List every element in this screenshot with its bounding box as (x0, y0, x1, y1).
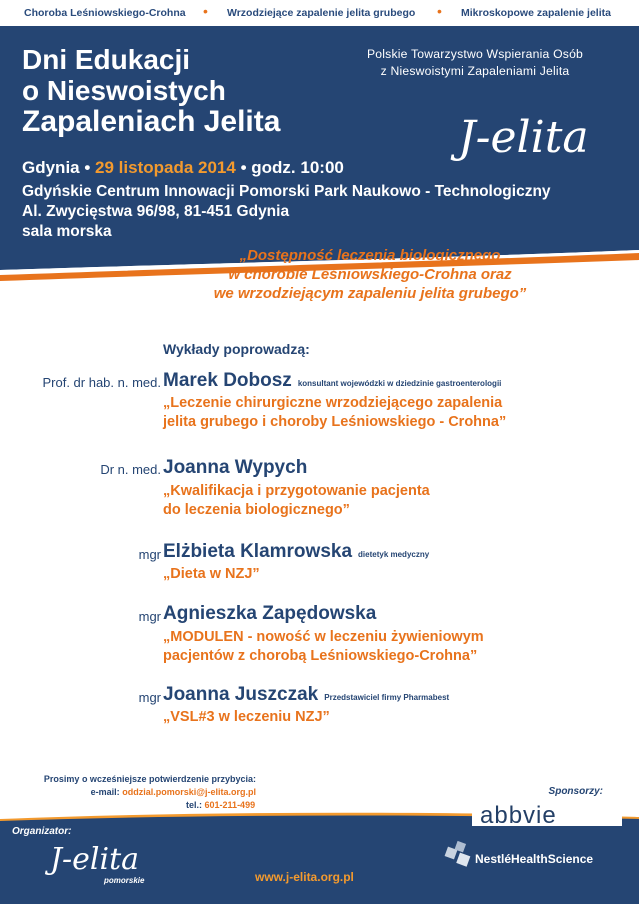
speaker-title: mgr (138, 609, 161, 624)
theme-line-2: w chorobie Leśniowskiego-Crohna oraz (228, 266, 512, 283)
logo-text: J-elita (458, 112, 589, 163)
speaker-name (163, 603, 376, 625)
j-elita-logo (458, 112, 589, 163)
topic-line: do leczenia biologicznego” (163, 502, 350, 518)
speaker-title: mgr (138, 690, 161, 705)
speaker-name (163, 684, 449, 706)
abbvie-logo: abbvie (480, 802, 557, 829)
venue-line-2: Al. Zwycięstwa 96/98, 81-451 Gdynia (22, 203, 290, 220)
nestle-logo: NestléHealthScience (475, 852, 594, 866)
topic-line: jelita grubego i choroby Leśniowskiego - Crohna” (163, 414, 507, 430)
society-line-2: z Nieswoistymi Zapaleniami Jelita (380, 64, 570, 78)
lecture-topic (163, 482, 430, 520)
tel-label: tel.: (186, 800, 203, 810)
speaker-title: mgr (138, 547, 161, 562)
email-link[interactable]: oddzial.pomorski@j-elita.org.pl (122, 787, 256, 797)
theme-line-1: „Dostępność leczenia biologicznego (239, 247, 501, 264)
lecture-topic (163, 565, 260, 584)
topic-line: „Dieta w NZJ” (163, 566, 260, 582)
speaker-name (163, 541, 429, 563)
topic-line: pacjentów z chorobą Leśniowskiego-Crohna” (163, 648, 478, 664)
topic-tag-microscopic: Mikroskopowe zapalenie jelita (461, 7, 611, 19)
header-panel (0, 26, 639, 248)
confirmation-email (91, 787, 256, 797)
speaker-note: Przedstawiciel firmy Pharmabest (324, 693, 450, 702)
topic-tag-colitis: Wrzodziejące zapalenie jelita grubego (227, 7, 416, 19)
event-date: 29 listopada 2014 (95, 158, 236, 177)
sponsors-label: Sponsorzy: (548, 786, 603, 797)
speaker-name-text: Elżbieta Klamrowska (163, 541, 353, 562)
title-line-1: Dni Edukacji (22, 44, 191, 75)
confirmation-text: Prosimy o wcześniejsze potwierdzenie przybycia: (43, 774, 256, 784)
venue-line-3: sala morska (22, 223, 112, 240)
confirmation-phone (186, 800, 255, 810)
venue-line-1: Gdyńskie Centrum Innowacji Pomorski Park Naukowo - Technologiczny (22, 183, 551, 200)
speaker-name (163, 457, 307, 479)
event-dateline: Gdynia • 29 listopada 2014 • godz. 10:00 (22, 158, 344, 177)
theme-line-3: we wrzodziejącym zapaleniu jelita grubego” (213, 285, 527, 302)
speaker-name-text: Agnieszka Zapędowska (163, 603, 377, 624)
conference-theme (180, 246, 560, 303)
topic-tag-crohn: Choroba Leśniowskiego-Crohna (24, 7, 186, 19)
email-label: e-mail: (90, 787, 120, 797)
organizer-sub: pomorskie (104, 876, 145, 885)
event-venue (22, 182, 551, 242)
topic-line: „MODULEN - nowość w leczeniu żywieniowym (163, 629, 484, 645)
organizer-logo: J-elita (50, 842, 140, 877)
website-link[interactable]: www.j-elita.org.pl (255, 870, 354, 884)
speaker-note: konsultant wojewódzki w dziedzinie gastroenterologii (297, 379, 502, 388)
society-line-1: Polskie Towarzystwo Wspierania Osób (366, 47, 584, 61)
title-line-3: Zapaleniach Jelita (22, 105, 281, 138)
lecture-topic (163, 628, 484, 666)
speaker-title: Prof. dr hab. n. med. (42, 375, 161, 390)
lecture-topic (163, 394, 506, 432)
title-line-2: o Nieswoistych (22, 75, 226, 106)
bullet-dot: • (437, 3, 442, 19)
topic-line: „Leczenie chirurgiczne wrzodziejącego zapalenia (163, 395, 503, 411)
nestle-cube-icon (442, 838, 474, 870)
speaker-title: Dr n. med. (100, 462, 161, 477)
event-city: Gdynia (22, 158, 80, 177)
society-name (330, 46, 620, 80)
event-time: godz. 10:00 (251, 158, 344, 177)
bullet-dot: • (203, 3, 208, 19)
speaker-name-text: Joanna Juszczak (163, 684, 319, 705)
event-title (22, 44, 280, 137)
speaker-name-text: Marek Dobosz (163, 370, 292, 391)
tel-value: 601-211-499 (204, 800, 256, 810)
lectures-heading: Wykłady poprowadzą: (163, 341, 310, 357)
topic-line: „VSL#3 w leczeniu NZJ” (163, 709, 330, 725)
speaker-note: dietetyk medyczny (358, 550, 430, 559)
speaker-name (163, 370, 501, 392)
lecture-topic (163, 708, 330, 727)
speaker-name-text: Joanna Wypych (163, 457, 308, 478)
organizer-label: Organizator: (12, 826, 72, 837)
topic-tags-bar (0, 0, 639, 26)
topic-line: „Kwalifikacja i przygotowanie pacjenta (163, 483, 430, 499)
